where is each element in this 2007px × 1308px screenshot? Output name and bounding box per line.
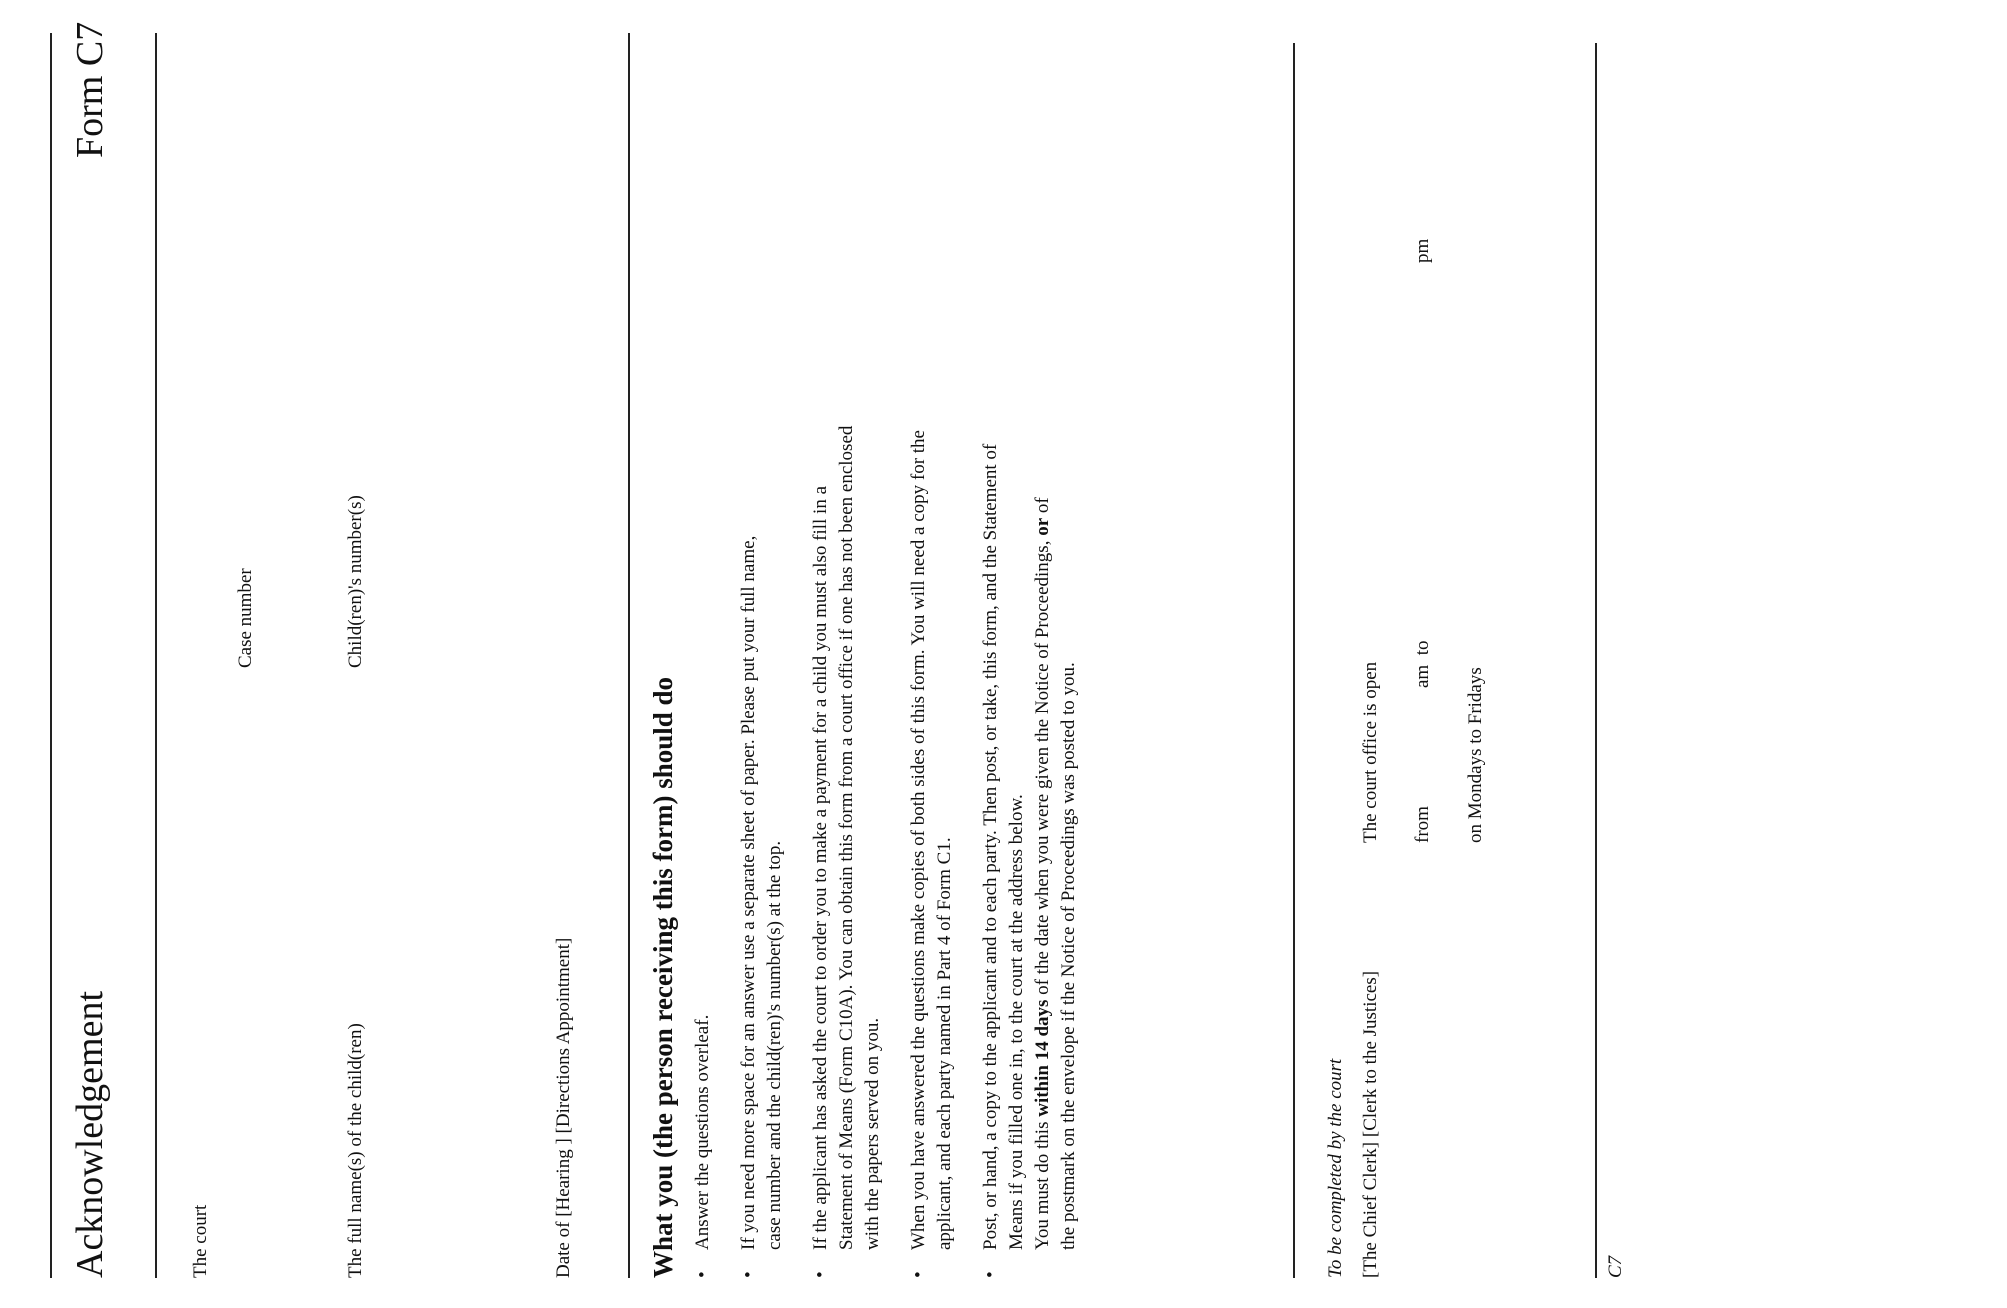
instruction-line: Post, or hand, a copy to the applicant and to each party. Then post, or take, this form, and the Statement of: [980, 443, 1001, 1250]
clerk-label: [The Chief Clerk] [Clerk to the Justices]: [1360, 970, 1381, 1278]
instruction-line: applicant, and each party named in Part 4 of Form C1.: [934, 837, 955, 1250]
instructions-list: [690, 48, 1102, 1278]
deadline-text: of: [1032, 497, 1053, 518]
footer-code: C7: [1605, 1255, 1626, 1278]
footer-rule: [1595, 43, 1597, 1278]
form-label: Form C7: [69, 21, 111, 158]
bullet-icon: •: [980, 1271, 1001, 1278]
instruction-line: If you need more space for an answer use a separate sheet of paper. Please put your full name,: [738, 535, 759, 1250]
instruction-item: [736, 48, 788, 1278]
instruction-line: case number and the child(ren)'s number(s) at the top.: [764, 840, 785, 1250]
instruction-item: [906, 48, 958, 1278]
pm-label: pm: [1412, 238, 1433, 263]
hearing-date-label: Date of [Hearing ] [Directions Appointment]: [553, 937, 574, 1278]
instruction-item: [978, 48, 1082, 1278]
deadline-bold: within 14 days: [1032, 999, 1053, 1117]
bullet-icon: •: [738, 1271, 759, 1278]
instruction-item: [808, 48, 886, 1278]
instruction-line: Answer the questions overleaf.: [692, 1014, 713, 1250]
deadline-text: You must do this: [1032, 1116, 1053, 1250]
bullet-icon: •: [908, 1271, 929, 1278]
child-numbers-label: Child(ren)'s number(s): [345, 495, 366, 668]
open-days-label: on Mondays to Fridays: [1465, 667, 1486, 843]
deadline-text: of the date when you were given the Notice of Proceedings,: [1032, 535, 1053, 1000]
deadline-line: [1030, 48, 1056, 1250]
case-number-label: Case number: [235, 568, 256, 668]
instruction-line: Statement of Means (Form C10A). You can obtain this form from a court office if one has not been enclosed: [836, 425, 857, 1250]
instruction-line: If the applicant has asked the court to order you to make a payment for a child you must also fill in a: [810, 486, 831, 1250]
instruction-line: the postmark on the envelope if the Notice of Proceedings was posted to you.: [1058, 662, 1079, 1250]
child-names-label: The full name(s) of the child(ren): [345, 1023, 366, 1278]
office-open-label: The court office is open: [1360, 661, 1381, 843]
am-to-label: am to: [1412, 640, 1433, 688]
deadline-or: or: [1032, 517, 1053, 536]
instruction-line: When you have answered the questions make copies of both sides of this form. You will need a copy for the: [908, 430, 929, 1250]
instruction-item: [690, 48, 716, 1278]
court-section-rule: [1293, 43, 1295, 1278]
header-rule: [155, 33, 157, 1278]
court-section-heading: To be completed by the court: [1325, 1058, 1346, 1278]
instructions-heading: What you (the person receiving this form) should do: [648, 676, 678, 1278]
bullet-icon: •: [692, 1271, 713, 1278]
page-title: Acknowledgement: [69, 990, 111, 1278]
instructions-rule: [628, 33, 630, 1278]
court-label: The court: [190, 1204, 211, 1278]
instruction-line: with the papers served on you.: [862, 1017, 883, 1250]
top-rule: [50, 33, 52, 1278]
from-label: from: [1412, 806, 1433, 843]
bullet-icon: •: [810, 1271, 831, 1278]
instruction-line: Means if you filled one in, to the court at the address below.: [1006, 794, 1027, 1250]
